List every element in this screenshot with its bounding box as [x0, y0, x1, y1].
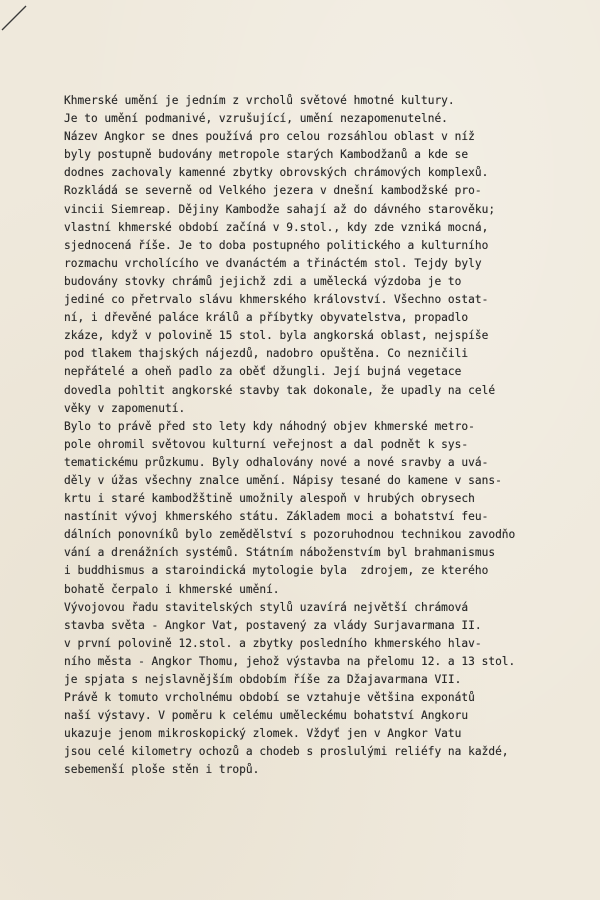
text-line: děly v úžas všechny znalce umění. Nápisy tesané do kamene v sans-: [64, 473, 502, 487]
text-line: Právě k tomuto vrcholnému období se vztahuje většina exponátů: [64, 691, 475, 705]
text-line: Bylo to právě před sto lety kdy náhodný objev khmerské metro-: [64, 419, 475, 433]
text-line: dodnes zachovaly kamenné zbytky obrovských chrámových komplexů.: [64, 166, 489, 180]
text-line: sebemenší ploše stěn i tropů.: [64, 763, 260, 777]
text-line: Název Angkor se dnes používá pro celou rozsáhlou oblast v níž: [64, 130, 475, 144]
text-line: rozmachu vrcholícího ve dvanáctém a třináctém stol. Tejdy byly: [64, 256, 482, 270]
text-line: Je to umění podmanivé, vzrušující, umění nezapomenutelné.: [64, 112, 448, 126]
text-line: nepřátelé a oheň padlo za oběť džungli. Její bujná vegetace: [64, 365, 462, 379]
text-line: dovedla pohltit angkorské stavby tak dokonale, že upadly na celé: [64, 383, 496, 397]
text-line: ukazuje jenom mikroskopický zlomek. Vždyť jen v Angkor Vatu: [64, 727, 462, 741]
text-line: Rozkládá se severně od Velkého jezera v dnešní kambodžské pro-: [64, 184, 482, 198]
text-line: stavba světa - Angkor Vat, postavený za vlády Surjavarmana II.: [64, 618, 482, 632]
text-line: nastínit vývoj khmerského státu. Základem moci a bohatství feu-: [64, 510, 489, 524]
text-line: Vývojovou řadu stavitelských stylů uzavírá největší chrámová: [64, 600, 469, 614]
body-text: [64, 92, 600, 780]
text-line: vání a drenážních systémů. Státním náboženstvím byl brahmanismus: [64, 546, 496, 560]
text-line: pod tlakem thajských nájezdů, nadobro opuštěna. Co nezničili: [64, 347, 469, 361]
text-line: v první polovině 12.stol. a zbytky posledního khmerského hlav-: [64, 636, 482, 650]
text-line: budovány stovky chrámů jejichž zdi a umělecká výzdoba je to: [64, 274, 462, 288]
text-line: jsou celé kilometry ochozů a chodeb s proslulými reliéfy na každé,: [64, 745, 509, 759]
text-line: ní, i dřevěné paláce králů a příbytky obyvatelstva, propadlo: [64, 311, 469, 325]
text-line: zkáze, když v polovině 15 stol. byla angkorská oblast, nejspíše: [64, 329, 489, 343]
text-line: bohatě čerpalo i khmerské umění.: [64, 582, 280, 596]
text-line: naší výstavy. V poměru k celému uměleckému bohatství Angkoru: [64, 709, 469, 723]
text-line: Khmerské umění je jedním z vrcholů světové hmotné kultury.: [64, 94, 455, 107]
pencil-corner-mark: [0, 0, 40, 40]
text-line: ního města - Angkor Thomu, jehož výstavba na přelomu 12. a 13 stol.: [64, 654, 516, 668]
text-line: vlastní khmerské období začíná v 9.stol., kdy zde vzniká mocná,: [64, 220, 489, 234]
text-line: sjednocená říše. Je to doba postupného politického a kulturního: [64, 238, 489, 252]
text-line: dálních ponovníků bylo zemědělství s pozoruhodnou technikou zavodňo: [64, 528, 516, 542]
text-line: jediné co přetrvalo slávu khmerského království. Všechno ostat-: [64, 293, 489, 307]
text-line: krtu i staré kambodžštině umožnily alespoň v hrubých obrysech: [64, 492, 475, 506]
text-line: byly postupně budovány metropole starých Kambodžanů a kde se: [64, 148, 469, 162]
text-line: je spjata s nejslavnějším obdobím říše za Džajavarmana VII.: [64, 673, 462, 686]
text-line: pole ohromil světovou kulturní veřejnost a dal podnět k sys-: [64, 437, 469, 451]
text-line: tematickému průzkumu. Byly odhalovány nové a nové sravby a uvá-: [64, 455, 489, 469]
text-line: vincii Siemreap. Dějiny Kambodže sahají až do dávného starověku;: [64, 202, 496, 216]
text-line: věky v zapomenutí.: [64, 401, 186, 415]
text-line: i buddhismus a staroindická mytologie byla zdrojem, ze kterého: [64, 564, 489, 578]
